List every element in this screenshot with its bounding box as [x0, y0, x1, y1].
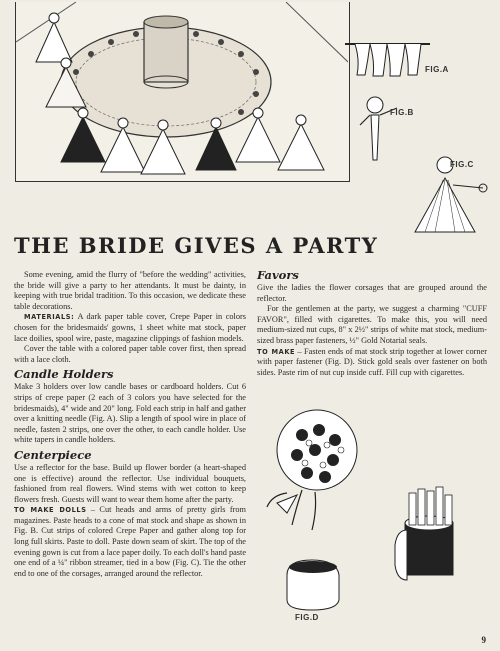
left-column — [14, 270, 246, 579]
cuff-favor-drawing — [395, 487, 453, 580]
favors-heading: Favors — [257, 268, 299, 282]
fig-d-label: FIG.D — [295, 613, 319, 622]
intro-paragraph: Some evening, amid the flurry of "before the wedding" activities, the bride will give a party to her attendants. It must be dainty, in keeping with true bridal tradition. To this occasion, we dedicate these table decorations. — [14, 270, 246, 311]
centerpiece-heading: Centerpiece — [14, 447, 92, 462]
figures-drawing — [335, 0, 500, 240]
corsage-drawing — [267, 410, 357, 530]
candle-holders-heading: Candle Holders — [14, 367, 114, 382]
make-text: – Fasten ends of mat stock strip together at lower corner with paper fastener (Fig. D). Stick gold seals over fastener on both sides. Paste rim of nut cup inside cuff. Fill cup with cigarettes. — [257, 346, 487, 377]
page-title: THE BRIDE GIVES A PARTY — [14, 233, 379, 258]
page-number: 9 — [481, 635, 486, 645]
table-decoration-illustration — [15, 2, 350, 182]
dolls-paragraph — [14, 505, 246, 579]
fig-c-label: FIG.C — [450, 160, 474, 169]
gentlemen-paragraph: For the gentlemen at the party, we suggest a charming "CUFF FAVOR", filled with cigarettes. To make this, you will need medium-sized nut cups, 8" x 2½" strips of white mat stock, medium-sized brass paper fasteners, ½" Gold Notarial seals. — [257, 304, 487, 345]
figure-panel — [335, 0, 500, 240]
right-column — [257, 269, 487, 378]
dolls-text: – Cut heads and arms of pretty girls from magazines. Paste heads to a cone of mat stock and shape as shown in Fig. B. Cut strips of colored Crepe Paper and gather along top for long full skirts. Paste to doll. Paste down seam of skirt. The top of the evening gown is cut from a lace paper doily. To each doll's hand paste one end of a ¼" ribbon streamer, tied in a bow (Fig. C). Tie the other end to one of the corsages, arranged around the reflector. — [14, 505, 247, 578]
centerpiece-paragraph: Use a reflector for the base. Build up flower border (a heart-shaped one is effective) around the reflector. Use individual bouquets, fashioned from real flowers. Wind stems with wet cotton to keep flowers fresh. Guests will want to wear them home after the party. — [14, 462, 246, 504]
favors-paragraph: Give the ladies the flower corsages that are grouped around the reflector. — [257, 283, 487, 303]
make-label: TO MAKE — [257, 347, 296, 356]
materials-label: MATERIALS: — [24, 313, 75, 322]
materials-paragraph — [14, 312, 246, 344]
centerpiece-drawing — [16, 2, 348, 180]
favors-illustration — [257, 395, 487, 635]
candle-holders-paragraph: Make 3 holders over low candle bases or cardboard holders. Cut 6 strips of crepe paper (2 each of 3 colors you have selected for the bridesmaids), 4" wide and 20" long. Fold each strip in half and gather over a knitting needle (Fig. A). Slip a length of spool wire in place of needle, fasten 2 strips, one over the other, to each candle holder. Use white tapers in candle holders. — [14, 382, 246, 445]
cover-paragraph: Cover the table with a colored paper table cover first, then spread with a lace cloth. — [14, 344, 246, 364]
favors-drawing — [257, 395, 487, 635]
fig-b-label: FIG.B — [390, 108, 414, 117]
fig-d-drawing — [287, 560, 339, 610]
fig-a-label: FIG.A — [425, 65, 449, 74]
materials-text: A dark paper table cover, Crepe Paper in colors chosen for the bridesmaids' gowns, 1 sheet white mat stock, paper lace doilies, spool wire, paste, magazine clippings of fashion models. — [14, 312, 246, 343]
make-paragraph — [257, 347, 487, 379]
dolls-label: TO MAKE DOLLS — [14, 506, 87, 515]
